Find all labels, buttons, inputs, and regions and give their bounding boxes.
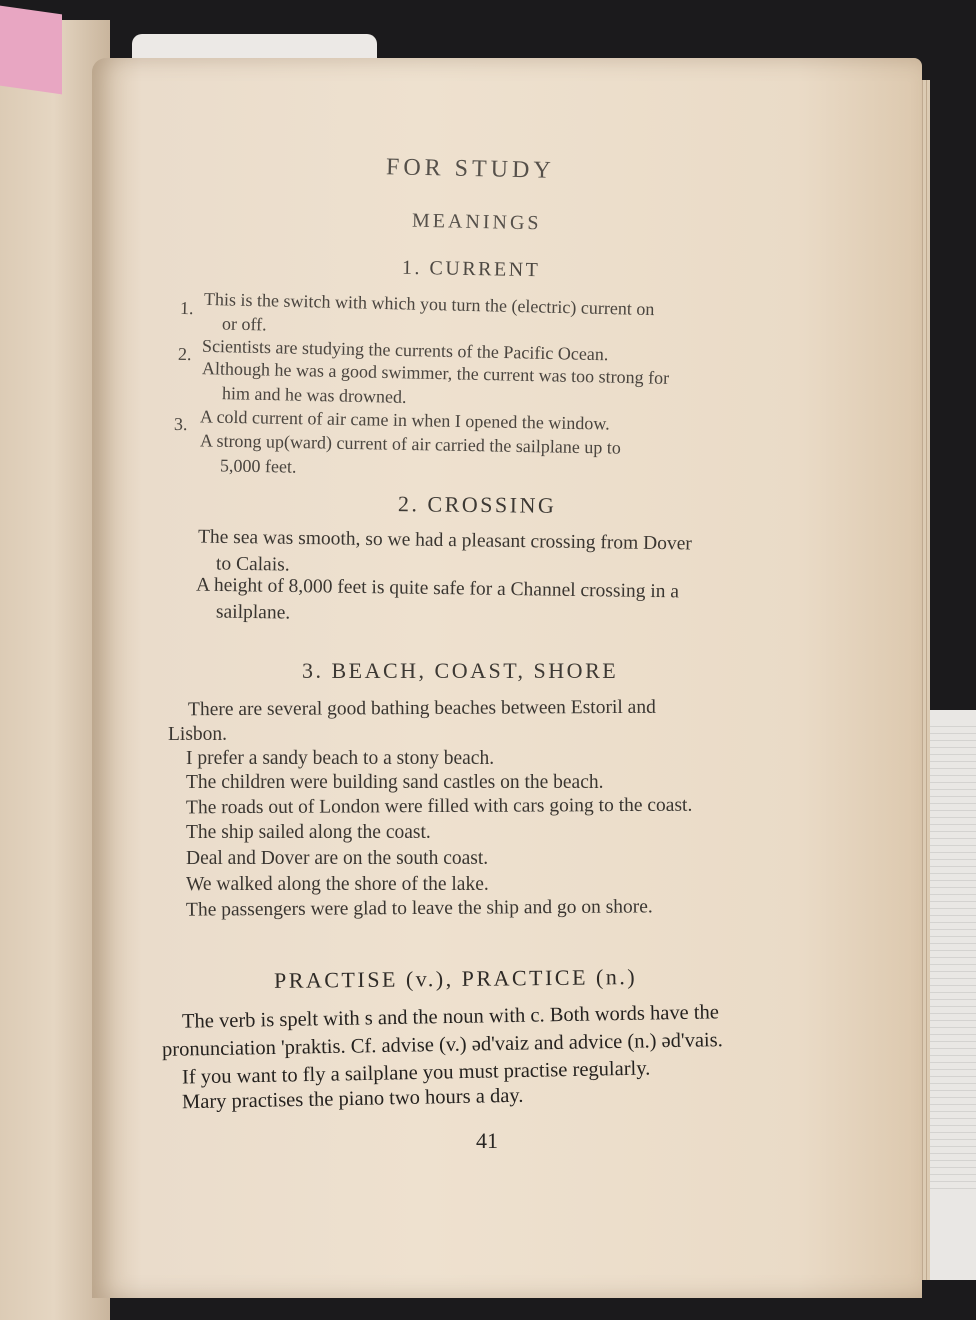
crossing-line: A height of 8,000 feet is quite safe for a Channel crossing in a bbox=[195, 574, 680, 603]
heading-beach: 3. BEACH, COAST, SHORE bbox=[302, 658, 619, 683]
beach-line: The passengers were glad to leave the ship and go on shore. bbox=[185, 896, 653, 921]
crossing-line: sailplane. bbox=[215, 601, 291, 624]
page-number: 41 bbox=[476, 1128, 498, 1153]
heading-current: 1. CURRENT bbox=[401, 256, 541, 282]
beach-line: I prefer a sandy beach to a stony beach. bbox=[186, 748, 495, 769]
heading-practise: PRACTISE (v.), PRACTICE (n.) bbox=[273, 964, 638, 993]
background-paper-lines bbox=[930, 720, 976, 1190]
beach-line: The roads out of London were filled with cars going to the coast. bbox=[185, 794, 693, 819]
practise-line: If you want to fly a sailplane you must practise regularly. bbox=[181, 1057, 651, 1089]
practise-line: The verb is spelt with s and the noun with c. Both words have the bbox=[181, 1001, 720, 1033]
item-number: 3. bbox=[173, 413, 188, 435]
beach-line: The children were building sand castles on the beach. bbox=[186, 772, 604, 793]
item-number: 1. bbox=[179, 297, 194, 319]
beach-line: There are several good bathing beaches between Estoril and bbox=[187, 696, 656, 721]
beach-line: We walked along the shore of the lake. bbox=[186, 874, 489, 895]
crossing-line: The sea was smooth, so we had a pleasant crossing from Dover bbox=[197, 526, 693, 555]
current-line: him and he was drowned. bbox=[221, 383, 407, 407]
current-line: This is the switch with which you turn the (electric) current on bbox=[203, 288, 655, 320]
current-line: A cold current of air came in when I opened the window. bbox=[199, 406, 610, 434]
current-line: 5,000 feet. bbox=[219, 455, 297, 477]
current-line: A strong up(ward) current of air carried the sailplane up to bbox=[199, 430, 622, 458]
beach-line: Lisbon. bbox=[168, 724, 228, 745]
item-number: 2. bbox=[177, 343, 192, 365]
practise-line: Mary practises the piano two hours a day. bbox=[181, 1084, 524, 1114]
current-line: or off. bbox=[221, 313, 267, 335]
book-page bbox=[92, 58, 922, 1298]
crossing-line: to Calais. bbox=[215, 553, 290, 576]
current-line: Scientists are studying the currents of the Pacific Ocean. bbox=[201, 335, 609, 365]
heading-crossing: 2. CROSSING bbox=[397, 491, 557, 518]
pink-sticky-tab bbox=[0, 6, 62, 95]
beach-line: The ship sailed along the coast. bbox=[186, 822, 431, 843]
beach-line: Deal and Dover are on the south coast. bbox=[186, 848, 489, 869]
practise-line: pronunciation 'praktis. Cf. advise (v.) əd'vaiz and advice (n.) əd'vais. bbox=[161, 1029, 723, 1061]
current-line: Although he was a good swimmer, the current was too strong for bbox=[201, 358, 670, 388]
page-title: FOR STUDY bbox=[385, 154, 555, 184]
page-subtitle: MEANINGS bbox=[411, 209, 542, 235]
